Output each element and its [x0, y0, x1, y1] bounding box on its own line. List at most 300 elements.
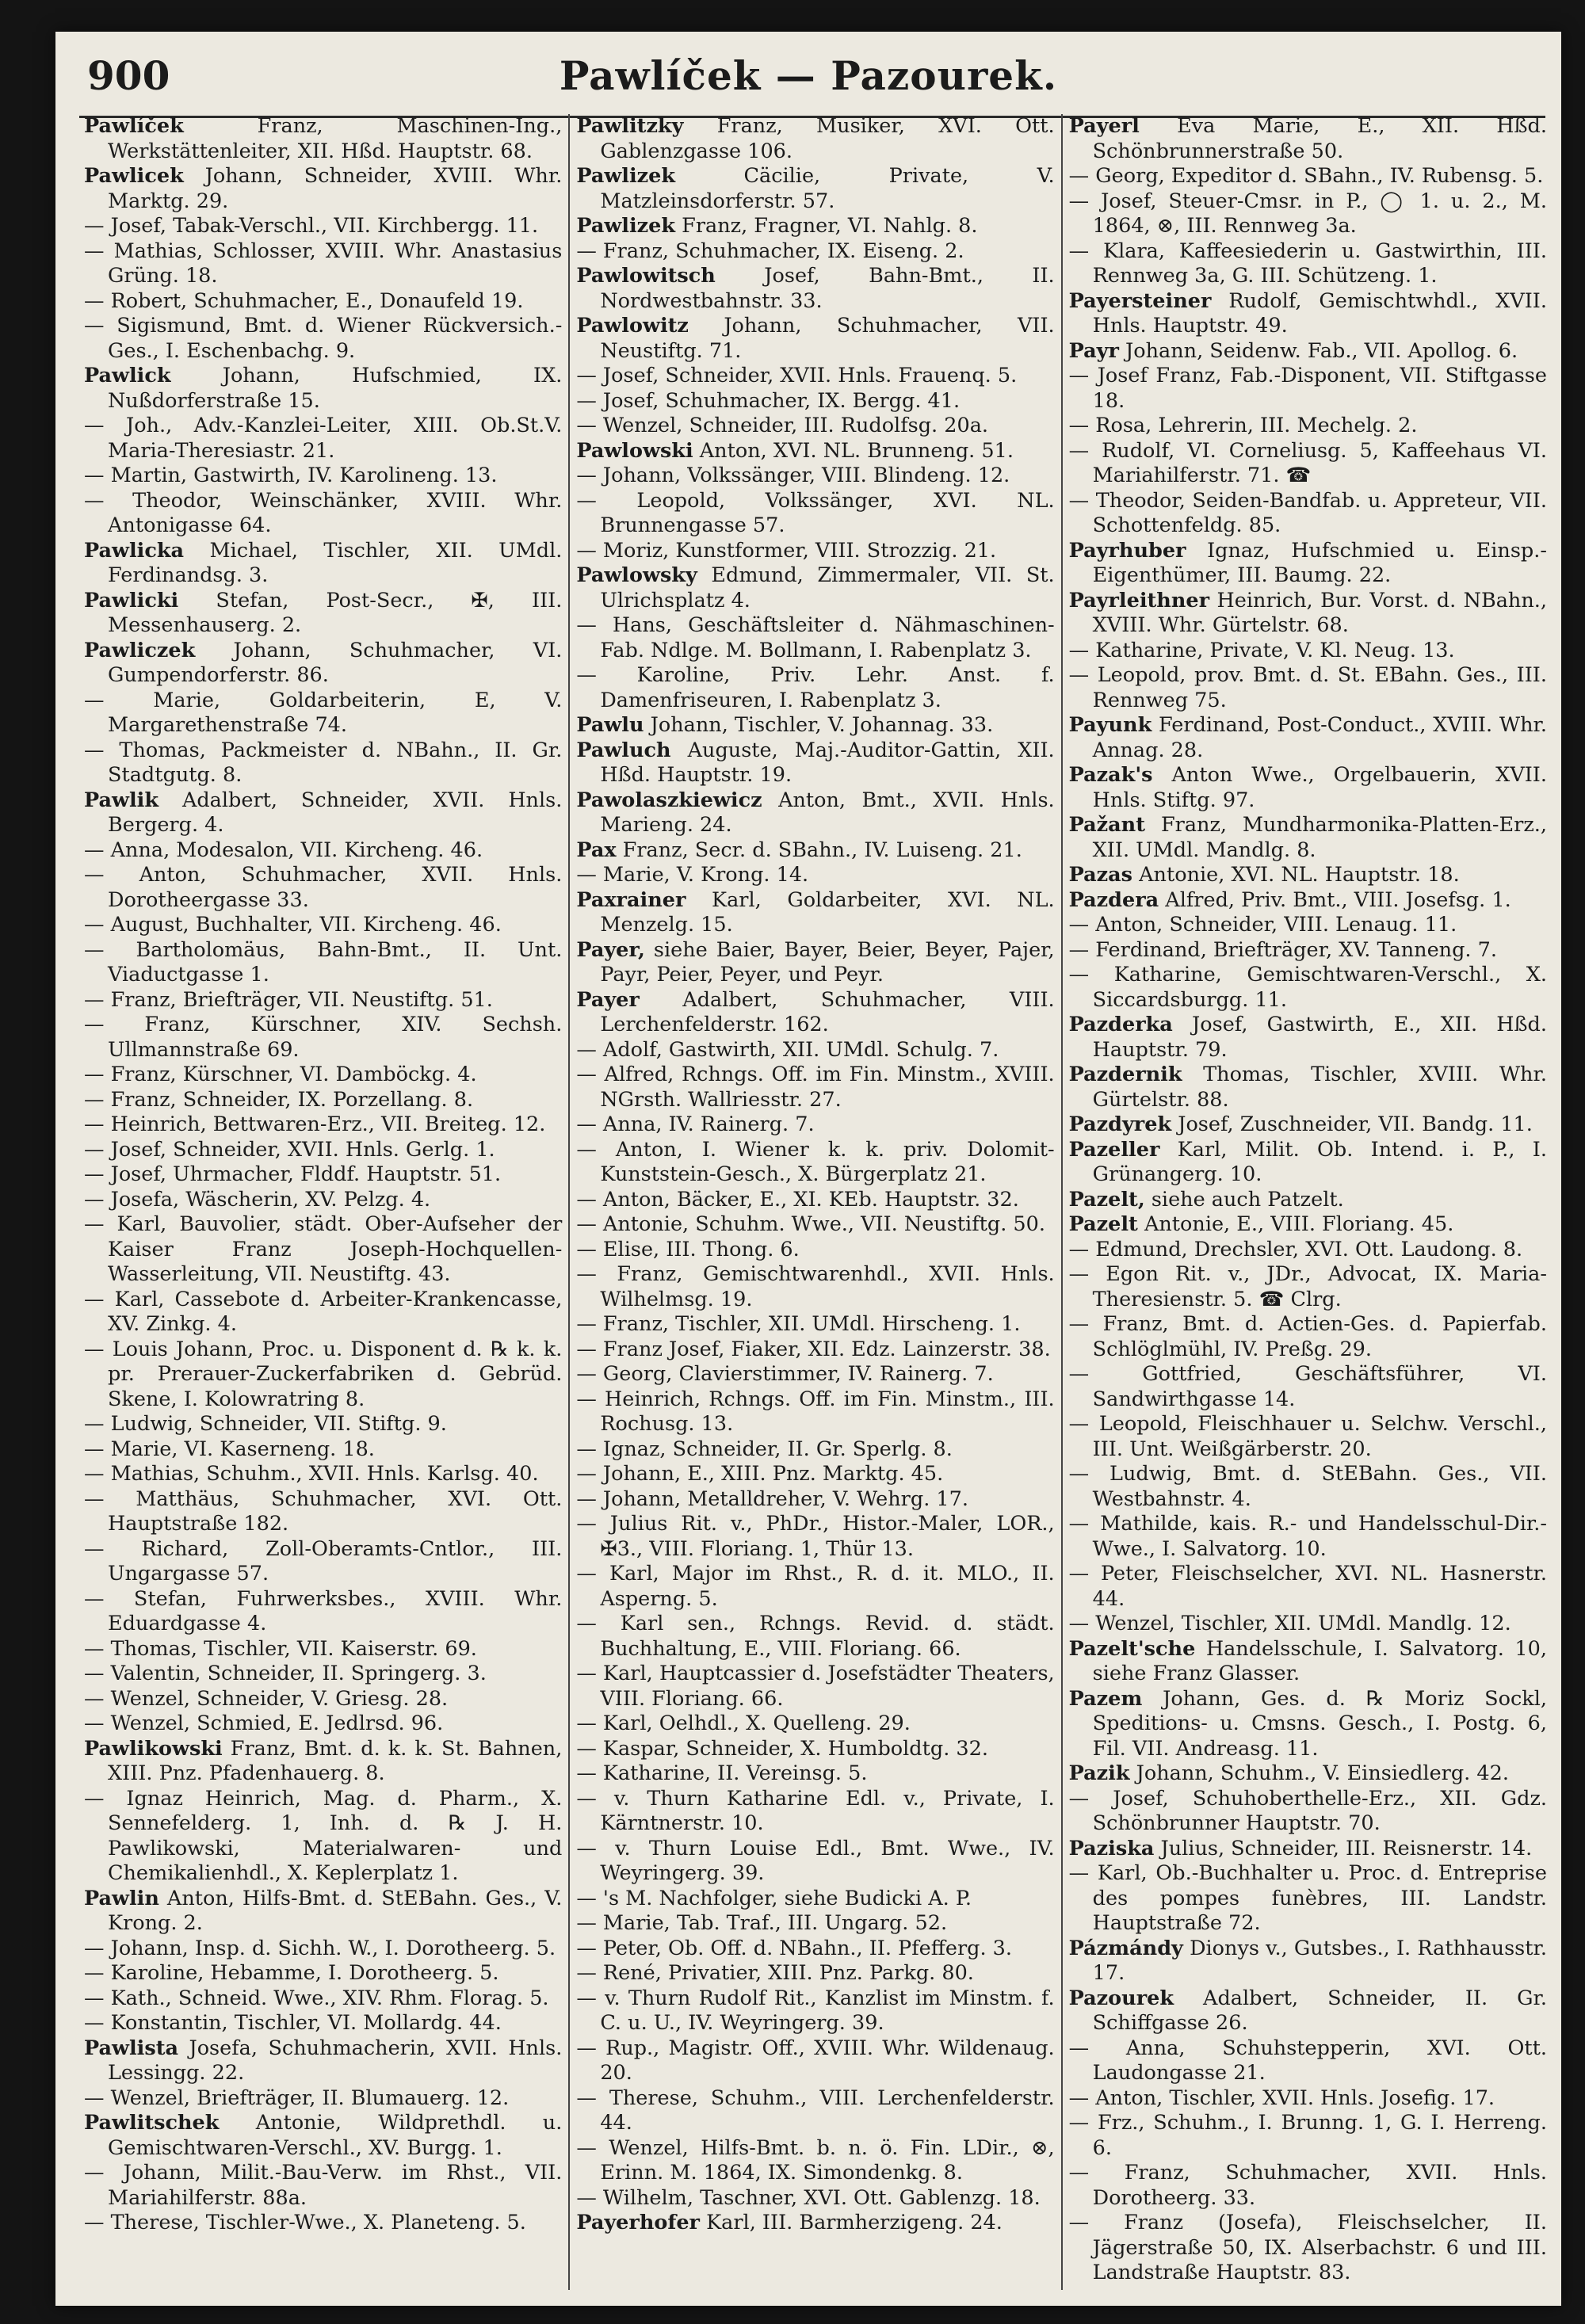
directory-entry [84, 464, 562, 489]
directory-entry [576, 1887, 1054, 1912]
directory-entry [84, 314, 562, 364]
entry-text: — Johann, Milit.-Bau-Verw. im Rhst., VII. Mariahilferstr. 88a. [84, 2161, 563, 2210]
entry-text: — Klara, Kaffeesiederin u. Gastwirthin, III. Rennweg 3a, G. III. Schützeng. 1. [1068, 239, 1547, 288]
directory-entry [84, 1637, 562, 1662]
entry-text: — Karl, Major im Rhst., R. d. it. MLO., II. Asperng. 5. [576, 1562, 1055, 1611]
entry-text: Adalbert, Schneider, II. Gr. Schiffgasse 26. [1092, 1986, 1547, 2035]
entry-text: Thomas, Tischler, XVIII. Whr. Gürtelstr. 88. [1092, 1063, 1547, 1112]
directory-entry [84, 788, 562, 838]
directory-entry [84, 289, 562, 315]
directory-entry [576, 863, 1054, 888]
entry-text: — Mathias, Schuhm., XVII. Hnls. Karlsg. 40. [84, 1462, 539, 1486]
directory-entry [576, 1512, 1054, 1562]
directory-entry [84, 2211, 562, 2236]
directory-entry [1069, 1861, 1547, 1937]
directory-entry [1069, 2086, 1547, 2112]
entry-text: Eva Marie, E., XII. Hßd. Schönbrunnerstraße 50. [1092, 114, 1547, 163]
entry-surname: Pazdera [1068, 887, 1159, 912]
directory-entry [1069, 189, 1547, 239]
entry-surname: Paziska [1068, 1836, 1155, 1860]
directory-entry [576, 1712, 1054, 1737]
entry-surname: Pazelt [1068, 1212, 1138, 1236]
column-right [1061, 114, 1553, 2290]
directory-entry [576, 1937, 1054, 1962]
directory-entry [84, 1986, 562, 2012]
directory-entry [84, 988, 562, 1013]
entry-text: — Josef, Steuer-Cmsr. in P., ◯ 1. u. 2., M. 1864, ⊗, III. Rennweg 3a. [1068, 189, 1547, 238]
entry-text: — Marie, Goldarbeiterin, E, V. Margarethenstraße 74. [84, 688, 563, 737]
page-header [55, 46, 1561, 109]
directory-entry [576, 414, 1054, 439]
directory-entry [576, 1112, 1054, 1138]
column-middle [568, 114, 1060, 2290]
entry-text: Karl, Milit. Ob. Intend. i. P., I. Grünangerg. 10. [1092, 1137, 1547, 1186]
directory-entry [84, 1487, 562, 1537]
entry-text: Michael, Tischler, XII. UMdl. Ferdinandsg. 3. [108, 538, 563, 587]
directory-entry [1069, 1262, 1547, 1312]
directory-entry [576, 1612, 1054, 1662]
entry-surname: Pawlowski [576, 438, 693, 463]
entry-text: — Franz, Gemischtwarenhdl., XVII. Hnls. Wilhelmsg. 19. [576, 1262, 1055, 1311]
column-left [78, 114, 568, 2290]
directory-entry [84, 1437, 562, 1463]
directory-entry [1069, 639, 1547, 664]
entry-text: Johann, Schneider, XVIII. Whr. Marktg. 29. [108, 164, 563, 213]
entry-text: — Johann, E., XIII. Pnz. Marktg. 45. [576, 1462, 944, 1486]
entry-text: — Franz, Kürschner, VI. Damböckg. 4. [84, 1063, 477, 1086]
entry-surname: Pawluch [576, 738, 671, 762]
entry-text: — Johann, Volkssänger, VIII. Blindeng. 12. [576, 464, 1010, 487]
entry-text: — Alfred, Rchngs. Off. im Fin. Minstm., XVIII. NGrsth. Wallriesstr. 27. [576, 1063, 1055, 1112]
directory-entry [1069, 1637, 1547, 1687]
entry-text: — Anna, Modesalon, VII. Kircheng. 46. [84, 838, 483, 862]
entry-text: — Franz, Schneider, IX. Porzellang. 8. [84, 1087, 474, 1112]
directory-entry [576, 1737, 1054, 1762]
entry-text: — Wenzel, Tischler, XII. UMdl. Mandlg. 12. [1068, 1612, 1511, 1635]
directory-entry [576, 114, 1054, 164]
directory-entry [1069, 1512, 1547, 1562]
entry-text: — Anton, Schneider, VIII. Lenaug. 11. [1068, 913, 1457, 937]
directory-entry [1069, 539, 1547, 589]
entry-surname: Pazas [1068, 863, 1133, 887]
entry-text: Karl, III. Barmherzigeng. 24. [706, 2211, 1003, 2234]
entry-text: Anton, Hilfs-Bmt. d. StEBahn. Ges., V. Krong. 2. [108, 1886, 563, 1935]
directory-entry [1069, 1687, 1547, 1762]
entry-text: — Ignaz, Schneider, II. Gr. Sperlg. 8. [576, 1437, 953, 1461]
entry-text: — Karl, Ob.-Buchhalter u. Proc. d. Entreprise des pompes funèbres, III. Landstr. Hauptstraße 72. [1068, 1861, 1547, 1935]
entry-text: Anton, XVI. NL. Brunneng. 51. [699, 438, 1014, 463]
entry-text: — Anton, Schuhmacher, XVII. Hnls. Dorotheergasse 33. [84, 863, 563, 912]
directory-entry [84, 164, 562, 214]
entry-text: — Georg, Expeditor d. SBahn., IV. Rubensg. 5. [1068, 164, 1544, 188]
entry-text: Cäcilie, Private, V. Matzleinsdorferstr. 57. [600, 164, 1055, 213]
directory-entry [1069, 1312, 1547, 1362]
entry-text: — Franz Josef, Fiaker, XII. Edz. Lainzerstr. 38. [576, 1337, 1051, 1361]
entry-text: Johann, Schuhmacher, VI. Gumpendorferstr. 86. [108, 638, 563, 687]
entry-text: — Kath., Schneid. Wwe., XIV. Rhm. Florag. 5. [84, 1986, 549, 2010]
directory-entry [576, 364, 1054, 389]
running-head: Pawlíček — Pazourek. [559, 52, 1058, 99]
directory-entry [1069, 289, 1547, 339]
entry-text: — Valentin, Schneider, II. Springerg. 3. [84, 1662, 487, 1685]
directory-entry [84, 414, 562, 464]
directory-entry [84, 1937, 562, 1962]
entry-text: — Josef, Schneider, XVII. Hnls. Frauenq. 5. [576, 364, 1018, 387]
entry-text: Johann, Tischler, V. Johannag. 33. [650, 713, 994, 737]
directory-entry [84, 838, 562, 864]
entry-surname: Pazdyrek [1068, 1112, 1172, 1136]
directory-entry [84, 1338, 562, 1413]
directory-entry [576, 1562, 1054, 1612]
entry-text: — Rup., Magistr. Off., XVIII. Whr. Wildenaug. 20. [576, 2036, 1055, 2085]
entry-text: — Wenzel, Schmied, E. Jedlrsd. 96. [84, 1712, 444, 1735]
entry-text: — Georg, Clavierstimmer, IV. Rainerg. 7. [576, 1362, 994, 1386]
directory-entry [1069, 239, 1547, 289]
entry-text: — Theodor, Weinschänker, XVIII. Whr. Antonigasse 64. [84, 488, 563, 537]
entry-text: Franz, Secr. d. SBahn., IV. Luiseng. 21. [622, 838, 1022, 862]
entry-text: Franz, Bmt. d. k. k. St. Bahnen, XIII. Pnz. Pfadenhauerg. 8. [108, 1736, 563, 1785]
entry-surname: Pawlowitsch [576, 264, 716, 288]
directory-entry [576, 613, 1054, 663]
entry-surname: Pazak's [1068, 763, 1153, 787]
directory-entry [84, 2036, 562, 2086]
directory-entry [576, 389, 1054, 414]
directory-entry [1069, 1761, 1547, 1787]
directory-entry [1069, 2211, 1547, 2286]
entry-text: — Frz., Schuhm., I. Brunng. 1, G. I. Herreng. 6. [1068, 2111, 1547, 2160]
entry-surname: Pazeller [1068, 1137, 1160, 1162]
entry-text: Johann, Schuhm., V. Einsiedlerg. 42. [1136, 1761, 1509, 1785]
entry-surname: Pazderka [1068, 1013, 1173, 1036]
entry-text: Josef, Bahn-Bmt., II. Nordwestbahnstr. 33. [600, 264, 1055, 313]
directory-entry [576, 1212, 1054, 1238]
entry-text: Karl, Goldarbeiter, XVI. NL. Menzelg. 15. [600, 887, 1055, 937]
entry-surname: Payrleithner [1068, 588, 1210, 612]
directory-entry [84, 689, 562, 738]
entry-surname: Pawlíček [84, 114, 184, 138]
entry-surname: Payer, [576, 937, 645, 962]
directory-entry [84, 738, 562, 788]
directory-entry [576, 1462, 1054, 1487]
entry-surname: Pazourek [1068, 1986, 1174, 2010]
directory-entry [576, 1238, 1054, 1263]
directory-entry [84, 2161, 562, 2211]
directory-entry [576, 539, 1054, 564]
entry-surname: Paxrainer [576, 887, 686, 912]
entry-text: — Heinrich, Bettwaren-Erz., VII. Breiteg. 12. [84, 1112, 546, 1136]
directory-entry [84, 1737, 562, 1787]
directory-entry [1069, 1937, 1547, 1986]
directory-entry [576, 1188, 1054, 1213]
entry-text: Josefa, Schuhmacherin, XVII. Hnls. Lessingg. 22. [108, 2036, 563, 2085]
entry-text: — Johann, Metalldreher, V. Wehrg. 17. [576, 1486, 968, 1511]
entry-text: — v. Thurn Katharine Edl. v., Private, I. Kärntnerstr. 10. [576, 1786, 1055, 1835]
directory-entry [576, 314, 1054, 364]
entry-text: — Katharine, Private, V. Kl. Neug. 13. [1068, 638, 1455, 662]
directory-entry [84, 1088, 562, 1113]
directory-entry [1069, 339, 1547, 364]
entry-text: — Adolf, Gastwirth, XII. UMdl. Schulg. 7. [576, 1037, 999, 1062]
entry-surname: Pax [576, 838, 617, 862]
entry-text: — Franz, Tischler, XII. UMdl. Hirscheng. 1. [576, 1312, 1021, 1336]
directory-entry [84, 1013, 562, 1063]
directory-entry [576, 1437, 1054, 1463]
directory-entry [576, 1986, 1054, 2036]
directory-entry [1069, 1986, 1547, 2036]
entry-text: — Wenzel, Briefträger, II. Blumauerg. 12. [84, 2085, 510, 2110]
directory-entry [576, 464, 1054, 489]
entry-text: Antonie, Wildprethdl. u. Gemischtwaren-Verschl., XV. Burgg. 1. [108, 2111, 563, 2160]
entry-surname: Payrhuber [1068, 538, 1186, 563]
entry-text: — Josef, Tabak-Verschl., VII. Kirchbergg. 11. [84, 214, 539, 238]
entry-text: — Konstantin, Tischler, VI. Mollardg. 44. [84, 2011, 502, 2035]
directory-entry [84, 1188, 562, 1213]
entry-text: — Karl, Bauvolier, städt. Ober-Aufseher der Kaiser Franz Joseph-Hochquellen-Wasserleitung, VII. Neustiftg. 43. [84, 1212, 563, 1286]
directory-entry [1069, 1188, 1547, 1213]
entry-text: — Thomas, Packmeister d. NBahn., II. Gr. Stadtgutg. 8. [84, 738, 563, 787]
entry-text: — Josef Franz, Fab.-Disponent, VII. Stiftgasse 18. [1068, 364, 1547, 413]
entry-text: — Ignaz Heinrich, Mag. d. Pharm., X. Sennefelderg. 1, Inh. d. ℞ J. H. Pawlikowski, Materialwaren- und Chemikalienhdl., X. Keplerplatz 1. [84, 1786, 563, 1885]
directory-entry [576, 239, 1054, 265]
directory-entry [84, 2086, 562, 2112]
directory-entry [576, 2036, 1054, 2086]
directory-entry [576, 1487, 1054, 1513]
directory-entry [1069, 1462, 1547, 1512]
entry-text: — Anna, Schuhstepperin, XVI. Ott. Laudongasse 21. [1068, 2036, 1547, 2085]
entry-text: — Rosa, Lehrerin, III. Mechelg. 2. [1068, 414, 1418, 437]
directory-entry [576, 1911, 1054, 1937]
entry-surname: Pázmándy [1068, 1936, 1183, 1960]
entry-text: Anton, Bmt., XVII. Hnls. Marieng. 24. [600, 788, 1055, 837]
entry-surname: Payerl [1068, 114, 1140, 138]
entry-surname: Pazdernik [1068, 1063, 1182, 1086]
entry-surname: Pawlu [576, 713, 644, 737]
entry-text: — Anton, Tischler, XVII. Hnls. Josefig. 17. [1068, 2085, 1495, 2110]
directory-entry [576, 1961, 1054, 1986]
directory-entry [576, 888, 1054, 938]
entry-text: Alfred, Priv. Bmt., VIII. Josefsg. 1. [1165, 887, 1511, 912]
entry-text: — Therese, Tischler-Wwe., X. Planeteng. 5. [84, 2211, 526, 2234]
directory-entry [1069, 763, 1547, 813]
directory-entry [576, 1362, 1054, 1387]
entry-text: — v. Thurn Rudolf Rit., Kanzlist im Minstm. f. C. u. U., IV. Weyringerg. 39. [576, 1986, 1055, 2035]
directory-entry [84, 938, 562, 988]
directory-entry [84, 1587, 562, 1637]
directory-entry [1069, 1412, 1547, 1462]
entry-text: — Johann, Insp. d. Sichh. W., I. Dorotheerg. 5. [84, 1936, 556, 1960]
entry-text: Rudolf, Gemischtwhdl., XVII. Hnls. Hauptstr. 49. [1092, 288, 1547, 338]
entry-text: Johann, Hufschmied, IX. Nußdorferstraße 15. [108, 364, 563, 413]
directory-entry [84, 1288, 562, 1338]
entry-text: — Mathilde, kais. R.- und Handelsschul-Dir.-Wwe., I. Salvatorg. 10. [1068, 1512, 1547, 1561]
directory-entry [576, 264, 1054, 314]
directory-entry [84, 364, 562, 414]
entry-text: — Anna, IV. Rainerg. 7. [576, 1112, 815, 1136]
directory-entry [84, 2011, 562, 2036]
entry-surname: Payr [1068, 338, 1119, 363]
entry-text: — Karl, Oelhdl., X. Quelleng. 29. [576, 1712, 911, 1735]
directory-entry [576, 2136, 1054, 2186]
directory-entry [1069, 414, 1547, 439]
directory-entry [84, 1462, 562, 1487]
directory-entry [1069, 439, 1547, 489]
directory-entry [1069, 1013, 1547, 1063]
directory-entry [84, 1162, 562, 1188]
entry-text: — Elise, III. Thong. 6. [576, 1237, 800, 1261]
entry-surname: Pazem [1068, 1686, 1143, 1711]
entry-text: Anton Wwe., Orgelbauerin, XVII. Hnls. Stiftg. 97. [1092, 763, 1547, 812]
entry-text: Josef, Zuschneider, VII. Bandg. 11. [1178, 1112, 1533, 1136]
entry-text: — Josefa, Wäscherin, XV. Pelzg. 4. [84, 1187, 431, 1212]
entry-surname: Pazik [1068, 1761, 1130, 1785]
entry-text: — Thomas, Tischler, VII. Kaiserstr. 69. [84, 1636, 477, 1661]
directory-entry [84, 114, 562, 164]
entry-text: — Anton, I. Wiener k. k. priv. Dolomit-Kunststein-Gesch., X. Bürgerplatz 21. [576, 1137, 1055, 1186]
directory-entry [576, 1761, 1054, 1787]
entry-text: Franz, Fragner, VI. Nahlg. 8. [682, 214, 978, 238]
entry-text: — Leopold, Fleischhauer u. Selchw. Verschl., III. Unt. Weißgärberstr. 20. [1068, 1412, 1547, 1461]
entry-surname: Pažant [1068, 813, 1145, 837]
directory-entry [84, 239, 562, 289]
entry-surname: Pawlitzky [576, 114, 684, 138]
page-number: 900 [87, 52, 170, 99]
entry-text: — August, Buchhalter, VII. Kircheng. 46. [84, 913, 502, 937]
entry-text: — Kaspar, Schneider, X. Humboldtg. 32. [576, 1736, 988, 1761]
entry-text: — Therese, Schuhm., VIII. Lerchenfelderstr. 44. [576, 2085, 1055, 2135]
directory-entry [576, 439, 1054, 464]
entry-text: Johann, Seidenw. Fab., VII. Apollog. 6. [1125, 338, 1518, 363]
entry-text: — Wenzel, Schneider, V. Griesg. 28. [84, 1686, 449, 1711]
entry-surname: Payer [576, 987, 640, 1012]
entry-text: Julius, Schneider, III. Reisnerstr. 14. [1160, 1836, 1533, 1860]
entry-text: — Marie, Tab. Traf., III. Ungarg. 52. [576, 1911, 948, 1935]
entry-text: — Matthäus, Schuhmacher, XVI. Ott. Hauptstraße 182. [84, 1486, 563, 1536]
entry-text: — Katharine, II. Vereinsg. 5. [576, 1761, 868, 1785]
entry-text: — Richard, Zoll-Oberamts-Cntlor., III. Ungargasse 57. [84, 1536, 563, 1586]
directory-entry [84, 1787, 562, 1887]
entry-surname: Pawlicka [84, 538, 185, 563]
directory-entry [576, 1138, 1054, 1188]
directory-entry [1069, 963, 1547, 1013]
directory-entry [1069, 1112, 1547, 1138]
entry-text: — Josef, Schuhmacher, IX. Bergg. 41. [576, 388, 961, 413]
directory-entry [576, 2086, 1054, 2136]
directory-entry [576, 663, 1054, 713]
entry-text: — Egon Rit. v., JDr., Advocat, IX. Maria-Theresienstr. 5. ☎ Clrg. [1068, 1262, 1547, 1311]
directory-entry [84, 539, 562, 589]
entry-surname: Pawlowitz [576, 314, 689, 338]
directory-entry [84, 1063, 562, 1088]
directory-entry [1069, 713, 1547, 763]
directory-entry [1069, 1212, 1547, 1238]
entry-text: — Josef, Schuhoberthelle-Erz., XII. Gdz. Schönbrunner Hauptstr. 70. [1068, 1786, 1547, 1835]
entry-surname: Pawlick [84, 364, 171, 387]
directory-entry [84, 1412, 562, 1437]
entry-surname: Payerhofer [576, 2211, 700, 2234]
entry-text: — Karoline, Hebamme, I. Dorotheerg. 5. [84, 1961, 499, 1985]
entry-surname: Pawlista [84, 2036, 178, 2060]
entry-text: Franz, Maschinen-Ing., Werkstättenleiter, XII. Hßd. Hauptstr. 68. [108, 114, 563, 163]
directory-entry [1069, 164, 1547, 189]
entry-text: — Karl, Cassebote d. Arbeiter-Krankencasse, XV. Zinkg. 4. [84, 1287, 563, 1336]
entry-text: — Gottfried, Geschäftsführer, VI. Sandwirthgasse 14. [1068, 1362, 1547, 1411]
entry-text: Josef, Gastwirth, E., XII. Hßd. Hauptstr. 79. [1092, 1013, 1547, 1062]
directory-entry [576, 838, 1054, 864]
directory-entry [84, 639, 562, 689]
entry-surname: Pazelt'sche [1068, 1636, 1196, 1661]
entry-text: — Edmund, Drechsler, XVI. Ott. Laudong. 8. [1068, 1237, 1523, 1261]
entry-text: — Wenzel, Hilfs-Bmt. b. n. ö. Fin. LDir., ⊗, Erinn. M. 1864, IX. Simondenkg. 8. [576, 2135, 1055, 2185]
entry-text: — Moriz, Kunstformer, VIII. Strozzig. 21. [576, 538, 997, 563]
directory-entry [576, 563, 1054, 613]
entry-text: Handelsschule, I. Salvatorg. 10, siehe Franz Glasser. [1092, 1636, 1547, 1685]
entry-surname: Pawlicki [84, 588, 179, 612]
entry-text: — Theodor, Seiden-Bandfab. u. Appreteur, VII. Schottenfeldg. 85. [1068, 488, 1547, 537]
entry-text: — Hans, Geschäftsleiter d. Nähmaschinen-Fab. Ndlge. M. Bollmann, I. Rabenplatz 3. [576, 613, 1055, 662]
directory-entry [84, 489, 562, 539]
directory-entry [576, 1338, 1054, 1363]
entry-surname: Pawlizek [576, 164, 676, 188]
entry-surname: Pawlowsky [576, 563, 697, 587]
entry-text: — Robert, Schuhmacher, E., Donaufeld 19. [84, 288, 524, 313]
directory-entry [1069, 913, 1547, 938]
entry-text: — v. Thurn Louise Edl., Bmt. Wwe., IV. Weyringerg. 39. [576, 1836, 1055, 1885]
directory-entry [1069, 663, 1547, 713]
entry-surname: Pawlik [84, 788, 159, 812]
directory-entry [1069, 863, 1547, 888]
directory-entry [1069, 489, 1547, 539]
entry-text: — Peter, Ob. Off. d. NBahn., II. Pfefferg. 3. [576, 1936, 1012, 1960]
directory-entry [1069, 2111, 1547, 2161]
directory-entry [1069, 1238, 1547, 1263]
directory-entry [84, 1887, 562, 1937]
entry-text: Franz, Musiker, XVI. Ott. Gablenzgasse 106. [600, 114, 1055, 163]
directory-entry [84, 589, 562, 639]
directory-entry [84, 1961, 562, 1986]
directory-entry [1069, 1787, 1547, 1837]
entry-text: Heinrich, Bur. Vorst. d. NBahn., XVIII. Whr. Gürtelstr. 68. [1092, 588, 1547, 637]
directory-entry [84, 1112, 562, 1138]
entry-surname: Pawlizek [576, 214, 676, 238]
directory-entry [576, 2186, 1054, 2211]
entry-text: — Franz, Schuhmacher, XVII. Hnls. Dorotheerg. 33. [1068, 2161, 1547, 2210]
entry-text: — Franz, Briefträger, VII. Neustiftg. 51. [84, 987, 493, 1012]
entry-text: — Joh., Adv.-Kanzlei-Leiter, XIII. Ob.St.V. Maria-Theresiastr. 21. [84, 414, 563, 463]
entry-text: — Ludwig, Bmt. d. StEBahn. Ges., VII. Westbahnstr. 4. [1068, 1462, 1547, 1511]
directory-entry [84, 2111, 562, 2161]
entry-text: — Josef, Uhrmacher, Flddf. Hauptstr. 51. [84, 1162, 502, 1186]
directory-entry [1069, 938, 1547, 964]
entry-surname: Pawliczek [84, 638, 196, 662]
entry-text: — René, Privatier, XIII. Pnz. Parkg. 80. [576, 1961, 974, 1985]
entry-text: Franz, Mundharmonika-Platten-Erz., XII. UMdl. Mandlg. 8. [1092, 813, 1547, 862]
directory-entry [576, 214, 1054, 239]
directory-entry [576, 1038, 1054, 1063]
directory-entry [576, 1662, 1054, 1712]
directory-entry [1069, 2036, 1547, 2086]
directory-entry [1069, 2161, 1547, 2211]
directory-page [55, 32, 1561, 2306]
entry-text: Johann, Ges. d. ℞ Moriz Sockl, Speditions- u. Cmsns. Gesch., I. Postg. 6, Fil. VII. Andreasg. 11. [1092, 1686, 1547, 1761]
entry-text: — 's M. Nachfolger, siehe Budicki A. P. [576, 1886, 972, 1910]
entry-text: — Karl sen., Rchngs. Revid. d. städt. Buchhaltung, E., VIII. Floriang. 66. [576, 1612, 1055, 1661]
directory-entry [84, 913, 562, 938]
entry-text: — Marie, V. Krong. 14. [576, 863, 809, 887]
directory-entry [1069, 1612, 1547, 1637]
entry-text: — Leopold, prov. Bmt. d. St. EBahn. Ges., III. Rennweg 75. [1068, 663, 1547, 712]
entry-text: Adalbert, Schuhmacher, VIII. Lerchenfelderstr. 162. [600, 987, 1055, 1036]
directory-entry [84, 1687, 562, 1712]
